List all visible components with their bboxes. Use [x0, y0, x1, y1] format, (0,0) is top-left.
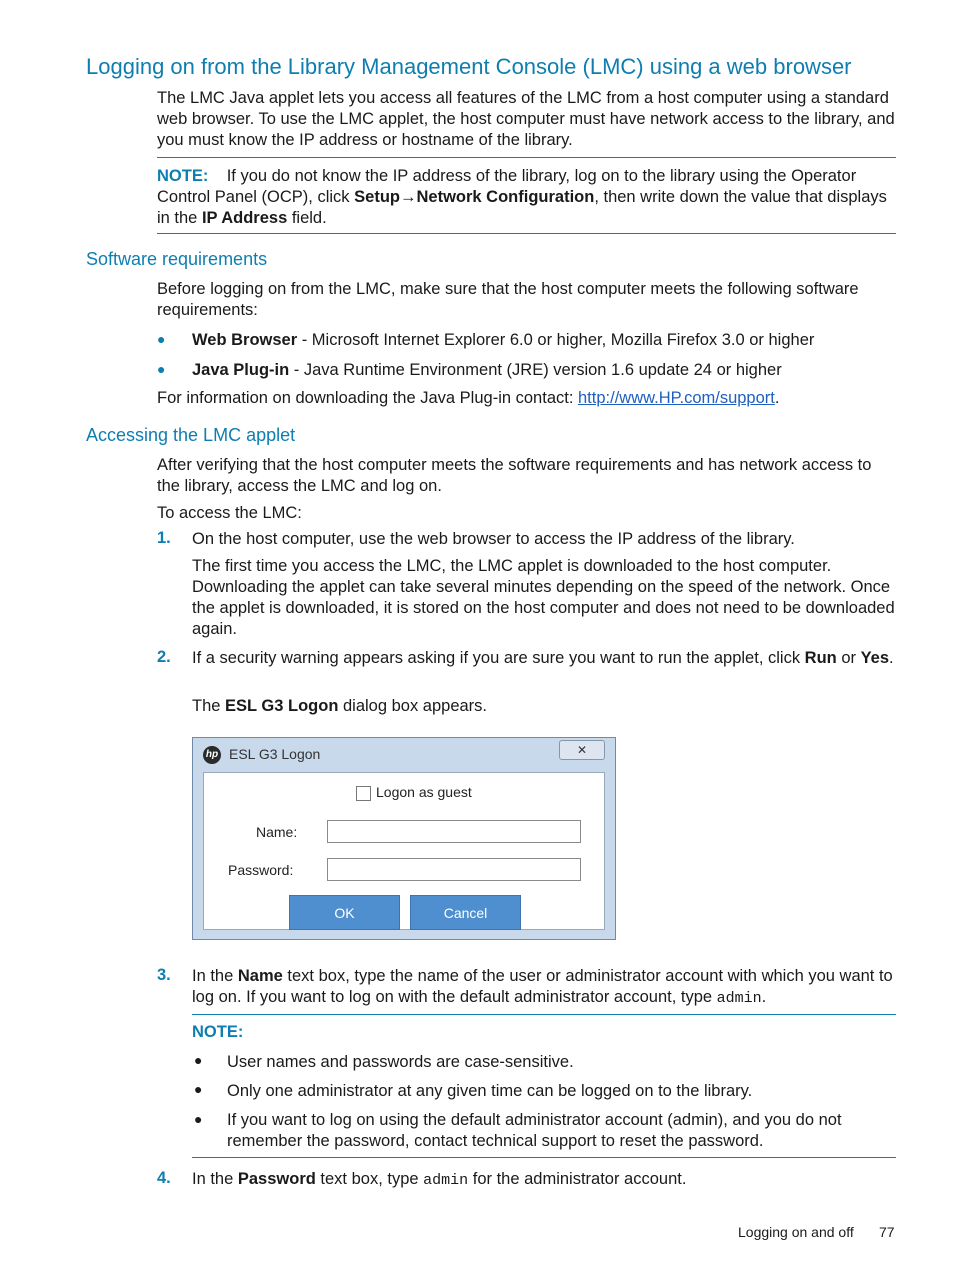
note-ip-address: NOTE: If you do not know the IP address of the library, log on to the library using the Operator Control Panel (OCP), click Setup→Network Configuration, then write down the value that displays in the IP Address field.	[157, 167, 887, 227]
software-intro: Before logging on from the LMC, make sure that the host computer meets the following software requirements:	[157, 280, 859, 319]
dialog-title: ESL G3 Logon	[229, 746, 321, 762]
logon-as-guest-checkbox[interactable]	[356, 786, 371, 801]
support-link[interactable]: http://www.HP.com/support	[578, 389, 775, 407]
note-rule-bottom	[157, 233, 896, 234]
step-number: 4.	[157, 1169, 171, 1187]
list-item: Only one administrator at any given time can be logged on to the library.	[227, 1082, 753, 1100]
applet-intro: After verifying that the host computer meets the software requirements and has network access to the library, access the LMC and log on.	[157, 456, 872, 495]
note-label: NOTE:	[157, 167, 209, 185]
name-input[interactable]	[327, 820, 581, 843]
list-item: If you want to log on using the default administrator account (admin), and you do not remember the password, contact technical support to reset the password.	[227, 1111, 842, 1150]
bullet-icon: ●	[194, 1052, 203, 1068]
step-1-text: On the host computer, use the web browser to access the IP address of the library.	[192, 530, 795, 548]
note-rule-bottom	[192, 1157, 896, 1158]
password-input[interactable]	[327, 858, 581, 881]
step-1-subtext: The first time you access the LMC, the LMC applet is downloaded to the host computer. Downloading the applet can take several minutes depending on the speed of the network. Once the applet is downloaded, it is stored on the host computer and does not need to be downloaded again.	[192, 557, 895, 638]
note-rule-top	[192, 1014, 896, 1015]
step-4-text: In the Password text box, type admin for the administrator account.	[192, 1170, 687, 1189]
hp-logo-icon: hp	[203, 746, 221, 764]
list-item: User names and passwords are case-sensitive.	[227, 1053, 574, 1071]
list-item: Web Browser - Microsoft Internet Explorer 6.0 or higher, Mozilla Firefox 3.0 or higher	[192, 331, 815, 349]
bullet-icon: ●	[194, 1111, 203, 1127]
cancel-button[interactable]: Cancel	[410, 895, 521, 930]
to-access-label: To access the LMC:	[157, 504, 302, 522]
step-2-subtext: The ESL G3 Logon dialog box appears.	[192, 697, 488, 715]
page-number: 77	[879, 1224, 895, 1240]
ok-button[interactable]: OK	[289, 895, 400, 930]
note-rule-top	[157, 157, 896, 158]
password-label: Password:	[228, 862, 294, 878]
accessing-lmc-applet-heading: Accessing the LMC applet	[86, 425, 296, 445]
bullet-icon: ●	[194, 1081, 203, 1097]
plugin-info: For information on downloading the Java Plug-in contact: http://www.HP.com/support.	[157, 389, 780, 407]
step-number: 2.	[157, 648, 171, 666]
step-number: 1.	[157, 529, 171, 547]
logon-as-guest-label: Logon as guest	[376, 784, 472, 800]
page-heading: Logging on from the Library Management Console (LMC) using a web browser	[86, 54, 852, 79]
bullet-icon: ●	[157, 361, 166, 377]
step-2-text: If a security warning appears asking if you are sure you want to run the applet, click Run or Yes.	[192, 649, 894, 667]
intro-paragraph: The LMC Java applet lets you access all features of the LMC from a host computer using a standard web browser. To use the LMC applet, the host computer must have network access to the library, and you must know the IP address or hostname of the library.	[157, 89, 895, 149]
esl-g3-logon-dialog	[192, 737, 616, 940]
note-label: NOTE:	[192, 1023, 244, 1041]
name-label: Name:	[256, 824, 298, 840]
step-3-text: In the Name text box, type the name of the user or administrator account with which you want to log on. If you want to log on with the default administrator account, type admin.	[192, 967, 893, 1007]
software-requirements-heading: Software requirements	[86, 249, 268, 269]
dialog-body	[203, 772, 605, 930]
bullet-icon: ●	[157, 331, 166, 347]
footer-section: Logging on and off	[738, 1224, 854, 1240]
list-item: Java Plug-in - Java Runtime Environment (JRE) version 1.6 update 24 or higher	[192, 361, 782, 379]
close-icon[interactable]: ✕	[559, 740, 605, 760]
step-number: 3.	[157, 966, 171, 984]
